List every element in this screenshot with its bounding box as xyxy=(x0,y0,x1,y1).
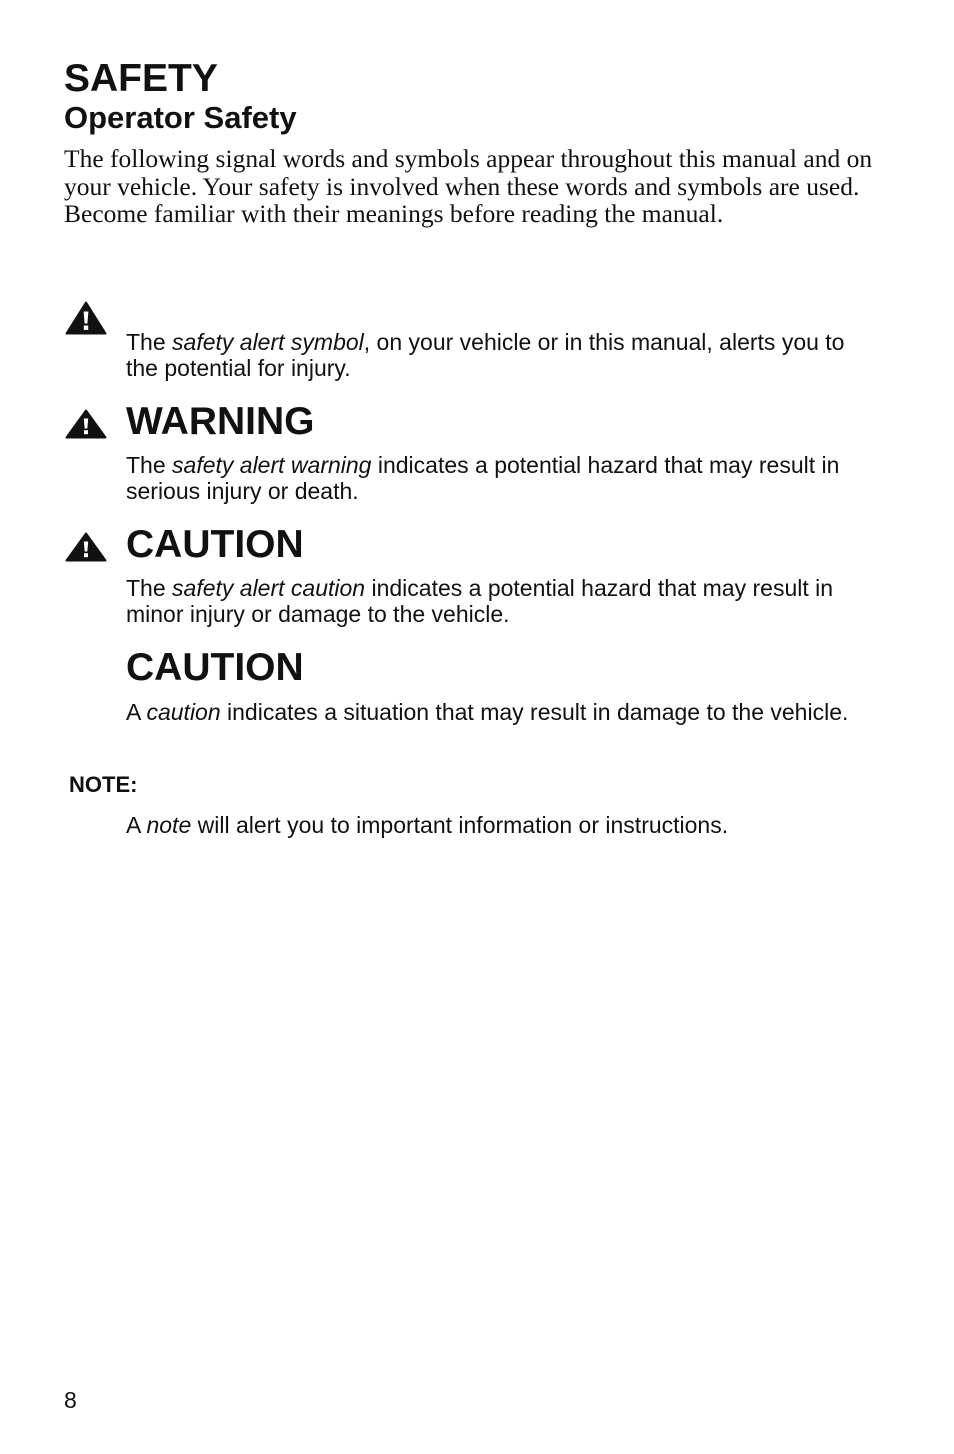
intro-paragraph: The following signal words and symbols appear throughout this manual and on your vehicle. Your safety is involved when these words and symbols are used. Become familiar with their meanings before reading the manual. xyxy=(64,144,873,228)
note-description: A note will alert you to important information or instructions. xyxy=(126,812,729,838)
note-label: NOTE: xyxy=(69,772,138,797)
caution-alert-description: The safety alert caution indicates a potential hazard that may result in minor injury or damage to the vehicle. xyxy=(126,575,834,627)
section-title: SAFETY xyxy=(64,57,218,100)
warning-triangle-icon xyxy=(65,532,107,562)
section-subtitle: Operator Safety xyxy=(64,100,297,135)
symbol-description: The safety alert symbol, on your vehicle or in this manual, alerts you to the potential for injury. xyxy=(126,329,845,381)
page-number: 8 xyxy=(64,1387,77,1413)
warning-triangle-icon xyxy=(65,301,107,335)
caution-label: CAUTION xyxy=(126,646,304,689)
caution-description: A caution indicates a situation that may result in damage to the vehicle. xyxy=(126,699,849,725)
warning-triangle-icon xyxy=(65,409,107,439)
warning-description: The safety alert warning indicates a potential hazard that may result in serious injury or death. xyxy=(126,452,840,504)
caution-alert-label: CAUTION xyxy=(126,523,304,566)
warning-label: WARNING xyxy=(126,400,315,443)
